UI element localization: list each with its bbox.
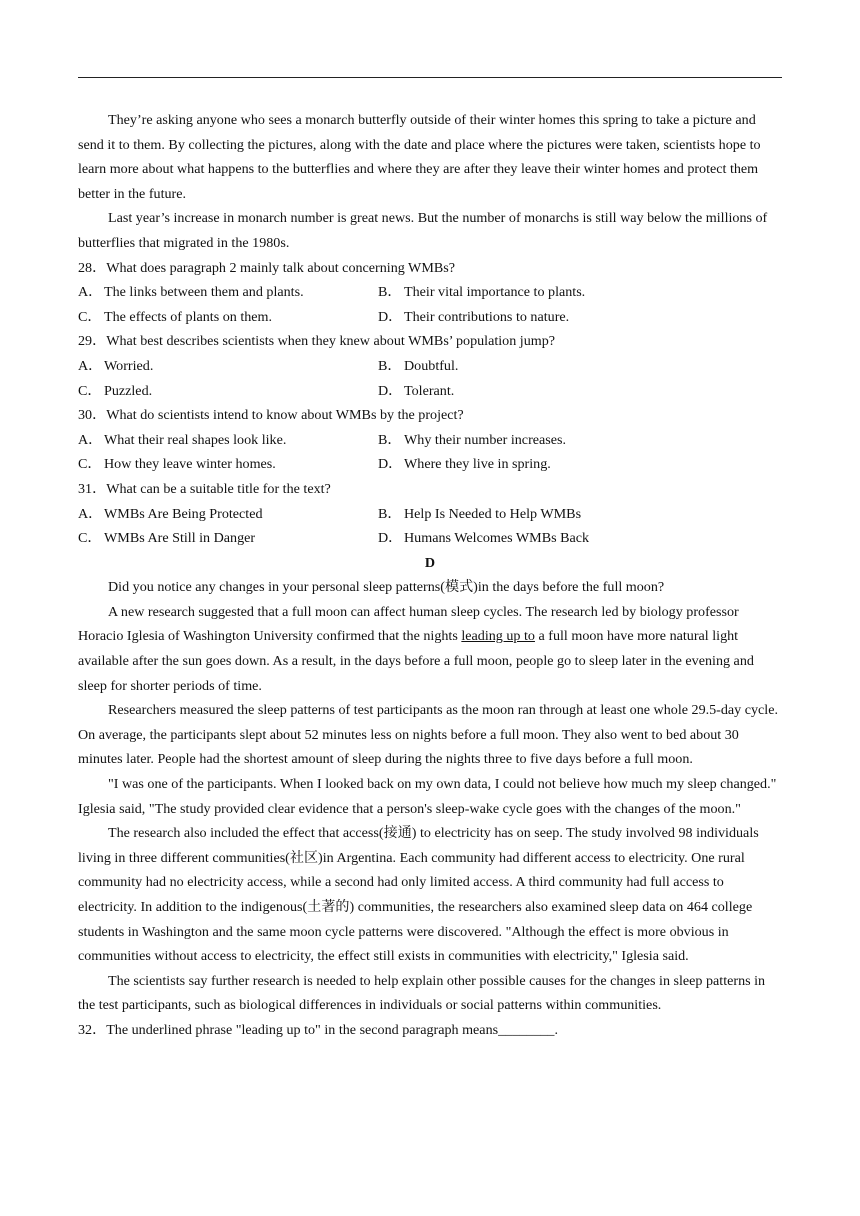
options-row [78,428,782,453]
question-number: 32． [78,1021,107,1038]
options-row [78,452,782,477]
options-row [78,502,782,527]
option-b: B． Help Is Needed to Help WMBs [378,505,582,522]
option-b: B． Doubtful. [378,357,459,374]
paragraph: The research also included the effect that access(接通) to electricity has on seep. The study involved 98 individuals living in three different communities(社区)in Argentina. Each community had different access to electricity. One rural community had no electricity access, while a second had only limited access. A third community had full access to electricity. In addition to the indigenous(土著的) communities, the researchers also examined sleep data on 464 college students in Washington and the same moon cycle patterns were discovered. "Although the effect is more obvious in communities without access to electricity, the effect still exists in communities with electricity," Iglesia said. [78,825,759,965]
question-28 [78,256,782,281]
question-stem: The underlined phrase "leading up to" in the second paragraph means________. [106,1021,558,1038]
option-b: B． Their vital importance to plants. [378,284,586,301]
question-31 [78,477,782,502]
question-30 [78,403,782,428]
section-heading: D [424,554,436,571]
paragraph: They’re asking anyone who sees a monarch butterfly outside of their winter homes this spring to take a picture and send it to them. By collecting the pictures, along with the date and place where the pictures were taken, scientists hope to learn more about what happens to the butterflies and where they are after they leave their winter homes and protect them better in the future. [78,112,761,202]
option-a: A． WMBs Are Being Protected [78,505,263,522]
option-d: D． Their contributions to nature. [378,308,570,325]
options-row [78,526,782,551]
options-row [78,305,782,330]
question-stem: What does paragraph 2 mainly talk about concerning WMBs? [106,259,456,276]
paragraph: Did you notice any changes in your personal sleep patterns(模式)in the days before the full moon? [108,579,665,596]
option-c: C． How they leave winter homes. [78,456,276,473]
underlined-phrase: leading up to [461,628,535,645]
options-row [78,379,782,404]
options-row [78,280,782,305]
page-content [78,108,782,1043]
paragraph: Last year’s increase in monarch number is great news. But the number of monarchs is still way below the millions of butterflies that migrated in the 1980s. [78,210,768,251]
option-c: C． The effects of plants on them. [78,308,273,325]
option-a: A． What their real shapes look like. [78,431,287,448]
question-number: 31． [78,480,107,497]
question-number: 29． [78,333,107,350]
question-number: 28． [78,259,107,276]
option-b: B． Why their number increases. [378,431,567,448]
header-rule [78,77,782,78]
question-stem: What best describes scientists when they knew about WMBs’ population jump? [106,333,556,350]
paragraph: "I was one of the participants. When I looked back on my own data, I could not believe how much my sleep changed." Iglesia said, "The study provided clear evidence that a person's sleep-wake cycle goes with the changes of the moon." [78,776,777,817]
option-d: D． Where they live in spring. [378,456,551,473]
paragraph: A new research suggested that a full moon can affect human sleep cycles. The research led by biology professor Horacio Iglesia of Washington University confirmed that the nights leading up to a full moon have more natural light available after the sun goes down. As a result, in the days before a full moon, people go to sleep later in the evening and sleep for shorter periods of time. [78,603,754,694]
option-a: A． The links between them and plants. [78,284,304,301]
question-number: 30． [78,407,107,424]
option-a: A． Worried. [78,357,154,374]
options-row [78,354,782,379]
option-c: C． WMBs Are Still in Danger [78,530,256,547]
paragraph: The scientists say further research is needed to help explain other possible causes for the changes in sleep patterns in the test participants, such as biological differences in individuals or social patterns within communities. [78,972,766,1014]
option-c: C． Puzzled. [78,382,153,399]
question-29 [78,329,782,354]
option-d: D． Tolerant. [378,382,455,399]
question-stem: What do scientists intend to know about WMBs by the project? [106,407,464,424]
question-stem: What can be a suitable title for the text? [106,480,331,497]
question-32 [78,1018,782,1043]
option-d: D． Humans Welcomes WMBs Back [378,530,590,547]
paragraph: Researchers measured the sleep patterns of test participants as the moon ran through at least one whole 29.5-day cycle. On average, the participants slept about 52 minutes less on nights before a full moon. They also went to bed about 30 minutes later. People had the shortest amount of sleep during the nights three to five days before a full moon. [78,702,779,768]
